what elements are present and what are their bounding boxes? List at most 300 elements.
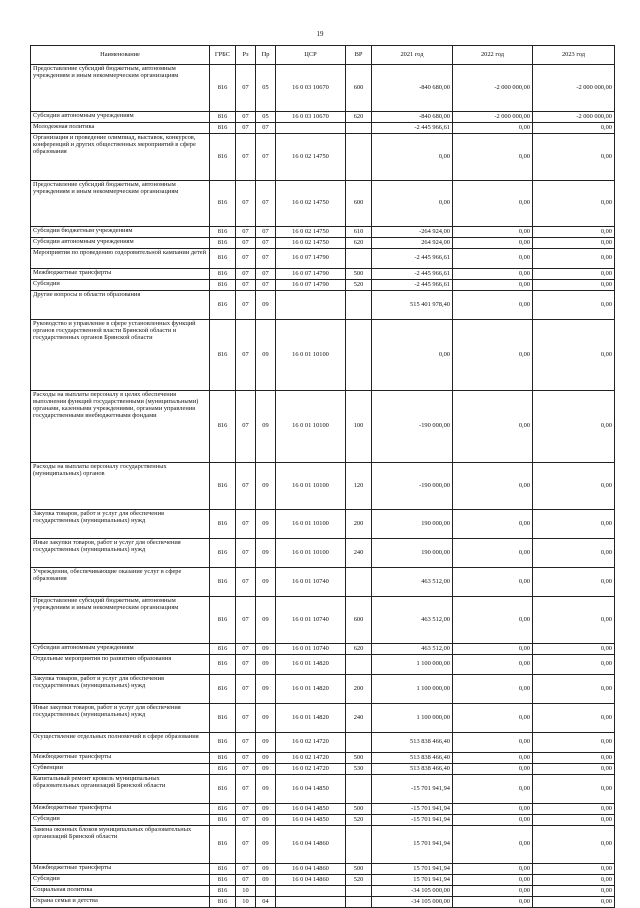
cell-name: Межбюджетные трансферты [31,804,210,815]
cell-grbs: 816 [210,864,236,875]
table-row [31,510,615,539]
cell-2023: -2 000 000,00 [533,112,615,123]
cell-name: Предоставление субсидий бюджетным, автономным учреждениям и иным некоммерческим организациям [31,597,210,644]
cell-grbs: 816 [210,291,236,320]
cell-2023: 0,00 [533,764,615,775]
cell-2023: 0,00 [533,134,615,181]
table-row [31,280,615,291]
cell-pr: 09 [256,753,276,764]
cell-rz: 07 [236,753,256,764]
cell-grbs: 816 [210,644,236,655]
cell-2021: 463 512,00 [372,644,453,655]
cell-name: Организация и проведение олимпиад, выставок, конкурсов, конференций и других общественных мероприятий в сфере образования [31,134,210,181]
cell-csr: 16 0 07 14790 [276,249,346,269]
cell-pr: 09 [256,597,276,644]
table-row [31,227,615,238]
cell-name: Расходы на выплаты персоналу государственных (муниципальных) органов [31,463,210,510]
cell-vr: 520 [346,280,372,291]
cell-csr: 16 0 03 10670 [276,65,346,112]
cell-name: Предоставление субсидий бюджетным, автономным учреждениям и иным некоммерческим организациям [31,65,210,112]
cell-pr [256,886,276,897]
cell-csr: 16 0 01 10100 [276,463,346,510]
cell-2022: -2 000 000,00 [453,112,533,123]
cell-grbs: 816 [210,655,236,675]
cell-vr [346,320,372,391]
cell-csr: 16 0 04 14860 [276,826,346,864]
cell-pr: 09 [256,655,276,675]
cell-rz: 07 [236,644,256,655]
cell-pr: 07 [256,269,276,280]
cell-grbs: 816 [210,510,236,539]
cell-name: Осуществление отдельных полномочий в сфере образования [31,733,210,753]
cell-2021: 513 838 466,40 [372,733,453,753]
cell-grbs: 816 [210,112,236,123]
cell-grbs: 816 [210,391,236,463]
cell-grbs: 816 [210,238,236,249]
cell-grbs: 816 [210,568,236,597]
cell-name: Межбюджетные трансферты [31,269,210,280]
column-header: ГРБС [210,46,236,65]
cell-2022: 0,00 [453,238,533,249]
cell-2021: 190 000,00 [372,510,453,539]
cell-pr: 09 [256,775,276,804]
cell-rz: 07 [236,181,256,227]
cell-csr: 16 0 01 14820 [276,675,346,704]
table-row [31,733,615,753]
table-row [31,65,615,112]
cell-2021: 0,00 [372,181,453,227]
cell-2022: 0,00 [453,181,533,227]
cell-rz: 07 [236,764,256,775]
cell-csr: 16 0 02 14750 [276,181,346,227]
cell-2023: 0,00 [533,886,615,897]
column-header: Пр [256,46,276,65]
cell-rz: 07 [236,249,256,269]
cell-2023: 0,00 [533,775,615,804]
cell-2022: 0,00 [453,568,533,597]
cell-2021: -2 445 966,61 [372,269,453,280]
page-number: 19 [316,30,324,38]
cell-rz: 07 [236,804,256,815]
cell-grbs: 816 [210,733,236,753]
cell-grbs: 816 [210,269,236,280]
cell-csr: 16 0 04 14860 [276,875,346,886]
cell-csr: 16 0 01 14820 [276,704,346,733]
table-row [31,864,615,875]
cell-vr: 620 [346,112,372,123]
cell-2023: 0,00 [533,826,615,864]
table-row [31,181,615,227]
cell-csr: 16 0 01 10100 [276,320,346,391]
cell-2021: 515 401 978,40 [372,291,453,320]
cell-vr: 200 [346,675,372,704]
cell-name: Иные закупки товаров, работ и услуг для обеспечения государственных (муниципальных) нужд [31,539,210,568]
cell-pr: 07 [256,238,276,249]
cell-vr: 500 [346,864,372,875]
cell-rz: 07 [236,539,256,568]
cell-vr: 520 [346,875,372,886]
table-row [31,112,615,123]
cell-2021: 0,00 [372,320,453,391]
cell-2022: 0,00 [453,227,533,238]
cell-vr: 500 [346,269,372,280]
cell-2023: 0,00 [533,644,615,655]
cell-vr [346,826,372,864]
cell-pr: 09 [256,568,276,597]
cell-name: Закупка товаров, работ и услуг для обеспечения государственных (муниципальных) нужд [31,510,210,539]
cell-2023: 0,00 [533,875,615,886]
cell-2023: 0,00 [533,463,615,510]
cell-rz: 10 [236,897,256,908]
cell-2023: 0,00 [533,864,615,875]
cell-vr: 240 [346,704,372,733]
table-row [31,269,615,280]
cell-2021: 15 701 941,94 [372,875,453,886]
cell-pr: 07 [256,227,276,238]
cell-csr [276,886,346,897]
table-row [31,826,615,864]
table-row [31,134,615,181]
cell-2022: 0,00 [453,510,533,539]
cell-pr: 05 [256,65,276,112]
table-row [31,753,615,764]
cell-pr: 09 [256,320,276,391]
cell-2022: 0,00 [453,753,533,764]
cell-rz: 07 [236,291,256,320]
cell-pr: 09 [256,733,276,753]
cell-csr: 16 0 02 14720 [276,764,346,775]
cell-grbs: 816 [210,764,236,775]
column-header: 2021 год [372,46,453,65]
cell-2023: 0,00 [533,815,615,826]
cell-grbs: 816 [210,320,236,391]
cell-2021: -15 701 941,94 [372,775,453,804]
cell-grbs: 816 [210,753,236,764]
cell-vr: 530 [346,764,372,775]
column-header: 2022 год [453,46,533,65]
cell-2022: -2 000 000,00 [453,65,533,112]
cell-csr: 16 0 01 10100 [276,510,346,539]
cell-2022: 0,00 [453,597,533,644]
cell-rz: 07 [236,597,256,644]
cell-2021: -34 105 000,00 [372,897,453,908]
cell-grbs: 816 [210,597,236,644]
cell-2021: 513 838 466,40 [372,753,453,764]
cell-csr: 16 0 01 10740 [276,568,346,597]
cell-2021: 463 512,00 [372,568,453,597]
cell-csr: 16 0 02 14750 [276,238,346,249]
cell-2021: 15 701 941,94 [372,864,453,875]
table-row [31,675,615,704]
cell-vr [346,655,372,675]
cell-pr: 09 [256,391,276,463]
cell-rz: 07 [236,391,256,463]
cell-grbs: 816 [210,249,236,269]
cell-2023: 0,00 [533,320,615,391]
cell-2021: -15 701 941,94 [372,815,453,826]
cell-pr: 09 [256,764,276,775]
cell-name: Субсидии бюджетным учреждениям [31,227,210,238]
cell-rz: 07 [236,320,256,391]
cell-2021: -840 680,00 [372,112,453,123]
cell-vr: 610 [346,227,372,238]
cell-pr: 09 [256,510,276,539]
cell-2021: -34 105 000,00 [372,886,453,897]
cell-vr [346,733,372,753]
cell-vr: 500 [346,804,372,815]
table-row [31,897,615,908]
cell-2022: 0,00 [453,886,533,897]
table-row [31,815,615,826]
cell-2023: 0,00 [533,291,615,320]
cell-rz: 07 [236,655,256,675]
cell-2022: 0,00 [453,123,533,134]
cell-name: Молодежная политика [31,123,210,134]
cell-grbs: 816 [210,886,236,897]
cell-csr [276,897,346,908]
cell-vr: 200 [346,510,372,539]
cell-csr: 16 0 02 14720 [276,733,346,753]
cell-csr: 16 0 01 14820 [276,655,346,675]
cell-pr: 07 [256,123,276,134]
cell-pr: 09 [256,704,276,733]
table-row [31,764,615,775]
cell-2021: 1 100 000,00 [372,675,453,704]
table-row [31,391,615,463]
table-row [31,539,615,568]
cell-csr: 16 0 01 10100 [276,539,346,568]
cell-grbs: 816 [210,815,236,826]
cell-grbs: 816 [210,539,236,568]
cell-2022: 0,00 [453,134,533,181]
cell-csr: 16 0 02 14720 [276,753,346,764]
cell-rz: 07 [236,280,256,291]
cell-2021: 1 100 000,00 [372,655,453,675]
table-header-row [31,46,615,65]
cell-name: Учреждения, обеспечивающие оказание услуг в сфере образования [31,568,210,597]
cell-grbs: 816 [210,775,236,804]
cell-name: Капитальный ремонт кровель муниципальных образовательных организаций Брянской области [31,775,210,804]
cell-2022: 0,00 [453,291,533,320]
cell-csr: 16 0 04 14860 [276,864,346,875]
cell-name: Охрана семьи и детства [31,897,210,908]
cell-2022: 0,00 [453,775,533,804]
cell-2022: 0,00 [453,249,533,269]
cell-name: Мероприятия по проведению оздоровительной кампании детей [31,249,210,269]
cell-2023: 0,00 [533,568,615,597]
cell-pr: 04 [256,897,276,908]
cell-csr: 16 0 04 14850 [276,804,346,815]
cell-2023: -2 000 000,00 [533,65,615,112]
table-row [31,704,615,733]
cell-2023: 0,00 [533,181,615,227]
cell-csr: 16 0 01 10740 [276,644,346,655]
cell-2021: 190 000,00 [372,539,453,568]
cell-vr: 500 [346,753,372,764]
table-body [31,65,615,908]
cell-grbs: 816 [210,181,236,227]
cell-2023: 0,00 [533,269,615,280]
cell-grbs: 816 [210,826,236,864]
cell-vr: 100 [346,391,372,463]
cell-rz: 07 [236,568,256,597]
cell-grbs: 816 [210,804,236,815]
cell-grbs: 816 [210,463,236,510]
cell-pr: 09 [256,675,276,704]
cell-2021: -2 445 966,61 [372,249,453,269]
cell-grbs: 816 [210,134,236,181]
cell-pr: 07 [256,181,276,227]
cell-vr: 520 [346,815,372,826]
cell-name: Субвенции [31,764,210,775]
cell-rz: 07 [236,65,256,112]
cell-rz: 07 [236,826,256,864]
cell-name: Социальная политика [31,886,210,897]
cell-csr: 16 0 07 14790 [276,269,346,280]
cell-name: Субсидии автономным учреждениям [31,644,210,655]
cell-2022: 0,00 [453,764,533,775]
cell-pr: 07 [256,249,276,269]
cell-pr: 09 [256,826,276,864]
cell-csr: 16 0 04 14850 [276,815,346,826]
table-row [31,597,615,644]
cell-name: Другие вопросы в области образования [31,291,210,320]
cell-2021: -2 445 966,61 [372,123,453,134]
cell-2022: 0,00 [453,280,533,291]
cell-name: Субсидии [31,815,210,826]
cell-2021: -15 701 941,94 [372,804,453,815]
cell-csr [276,291,346,320]
cell-2023: 0,00 [533,655,615,675]
cell-rz: 07 [236,510,256,539]
table-row [31,875,615,886]
cell-rz: 07 [236,269,256,280]
column-header: ВР [346,46,372,65]
cell-vr [346,568,372,597]
cell-2021: 463 512,00 [372,597,453,644]
table-row [31,775,615,804]
table-row [31,249,615,269]
cell-pr: 09 [256,804,276,815]
cell-name: Субсидии автономным учреждениям [31,238,210,249]
column-header: Наименование [31,46,210,65]
cell-vr [346,249,372,269]
cell-name: Отдельные мероприятия по развитию образования [31,655,210,675]
cell-grbs: 816 [210,123,236,134]
cell-2022: 0,00 [453,875,533,886]
cell-rz: 07 [236,463,256,510]
cell-vr: 120 [346,463,372,510]
cell-2021: 15 701 941,94 [372,826,453,864]
cell-2023: 0,00 [533,704,615,733]
cell-2022: 0,00 [453,815,533,826]
cell-2023: 0,00 [533,675,615,704]
cell-pr: 09 [256,864,276,875]
cell-2023: 0,00 [533,597,615,644]
cell-2021: -264 924,00 [372,227,453,238]
cell-rz: 07 [236,227,256,238]
cell-name: Иные закупки товаров, работ и услуг для обеспечения государственных (муниципальных) нужд [31,704,210,733]
cell-2023: 0,00 [533,249,615,269]
cell-name: Межбюджетные трансферты [31,864,210,875]
cell-vr [346,897,372,908]
cell-rz: 07 [236,864,256,875]
cell-2023: 0,00 [533,510,615,539]
column-header: ЦСР [276,46,346,65]
cell-2023: 0,00 [533,123,615,134]
cell-2023: 0,00 [533,753,615,764]
cell-2023: 0,00 [533,804,615,815]
table-row [31,123,615,134]
budget-table [30,45,615,908]
cell-2023: 0,00 [533,733,615,753]
column-header: 2023 год [533,46,615,65]
cell-rz: 07 [236,675,256,704]
cell-2022: 0,00 [453,655,533,675]
cell-rz: 10 [236,886,256,897]
cell-grbs: 816 [210,704,236,733]
cell-pr: 09 [256,539,276,568]
cell-pr: 09 [256,291,276,320]
cell-csr [276,123,346,134]
cell-name: Межбюджетные трансферты [31,753,210,764]
cell-2022: 0,00 [453,644,533,655]
cell-2022: 0,00 [453,675,533,704]
table-row [31,886,615,897]
cell-vr: 600 [346,181,372,227]
cell-name: Предоставление субсидий бюджетным, автономным учреждениям и иным некоммерческим организациям [31,181,210,227]
cell-rz: 07 [236,775,256,804]
cell-csr: 16 0 07 14790 [276,280,346,291]
cell-2021: 1 100 000,00 [372,704,453,733]
cell-vr: 600 [346,65,372,112]
cell-vr: 620 [346,238,372,249]
cell-pr: 09 [256,875,276,886]
cell-vr: 240 [346,539,372,568]
table-row [31,320,615,391]
table-row [31,463,615,510]
cell-pr: 05 [256,112,276,123]
table-row [31,655,615,675]
cell-pr: 07 [256,134,276,181]
cell-2022: 0,00 [453,269,533,280]
cell-csr: 16 0 04 14850 [276,775,346,804]
cell-2021: -2 445 966,61 [372,280,453,291]
cell-vr [346,123,372,134]
cell-2021: -840 680,00 [372,65,453,112]
cell-2023: 0,00 [533,280,615,291]
cell-2022: 0,00 [453,733,533,753]
cell-rz: 07 [236,112,256,123]
cell-2022: 0,00 [453,897,533,908]
cell-csr: 16 0 01 10100 [276,391,346,463]
cell-2023: 0,00 [533,897,615,908]
cell-2022: 0,00 [453,391,533,463]
cell-rz: 07 [236,704,256,733]
cell-2023: 0,00 [533,391,615,463]
cell-name: Субсидии автономным учреждениям [31,112,210,123]
cell-grbs: 816 [210,65,236,112]
cell-2023: 0,00 [533,227,615,238]
table-row [31,238,615,249]
cell-vr: 600 [346,597,372,644]
cell-csr: 16 0 03 10670 [276,112,346,123]
cell-name: Субсидии [31,875,210,886]
cell-2021: 264 924,00 [372,238,453,249]
cell-csr: 16 0 02 14750 [276,134,346,181]
cell-rz: 07 [236,733,256,753]
cell-vr [346,134,372,181]
